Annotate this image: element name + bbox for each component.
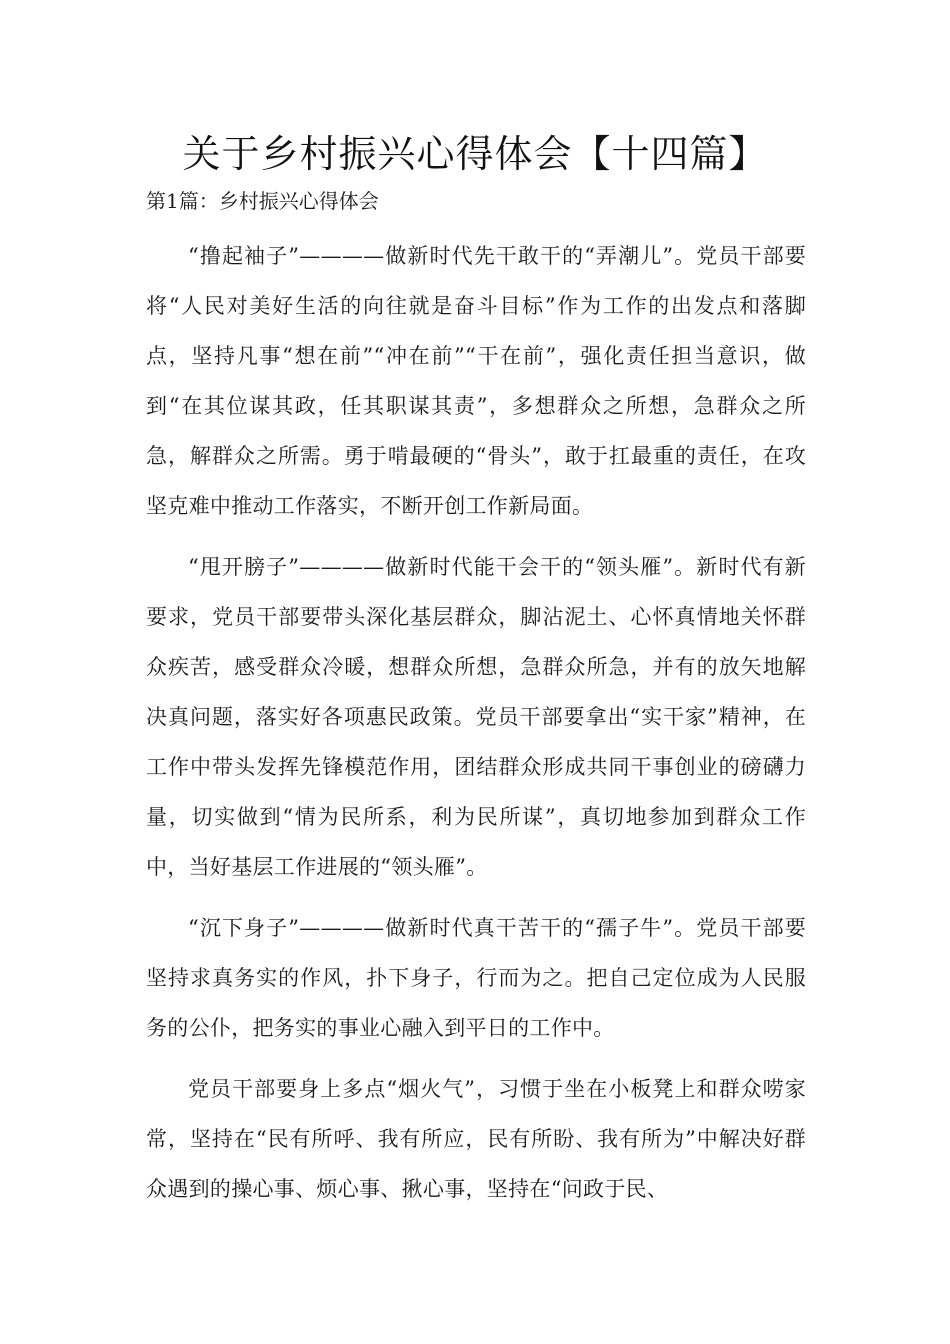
paragraph: “甩开膀子”————做新时代能干会干的“领头雁”。新时代有新要求，党员干部要带头深化基层群众，脚沾泥土、心怀真情地关怀群众疾苦，感受群众冷暖，想群众所想，急群众所急，并有的放矢地解决真问题，落实好各项惠民政策。党员干部要拿出“实干家”精神，在工作中带头发挥先锋模范作用，团结群众形成共同干事创业的磅礴力量，切实做到“情为民所系，利为民所谋”，真切地参加到群众工作中，当好基层工作进展的“领头雁”。 — [146, 555, 806, 879]
section-heading: 第1篇：乡村振兴心得体会 — [146, 189, 379, 213]
paragraph: 党员干部要身上多点“烟火气”，习惯于坐在小板凳上和群众唠家常，坚持在“民有所呼、我有所应，民有所盼、我有所为”中解决好群众遇到的操心事、烦心事、揪心事，坚持在“问政于民、 — [146, 1077, 806, 1201]
paragraph: “撸起袖子”————做新时代先干敢干的“弄潮儿”。党员干部要将“人民对美好生活的向往就是奋斗目标”作为工作的出发点和落脚点，坚持凡事“想在前”“冲在前”“干在前”，强化责任担当意识，做到“在其位谋其政，任其职谋其责”，多想群众之所想，急群众之所急，解群众之所需。勇于啃最硬的“骨头”，敢于扛最重的责任，在攻坚克难中推动工作落实，不断开创工作新局面。 — [146, 244, 806, 518]
body-text — [146, 231, 806, 1225]
paragraph: “沉下身子”————做新时代真干苦干的“孺子牛”。党员干部要坚持求真务实的作风，扑下身子，行而为之。把自己定位成为人民服务的公仆，把务实的事业心融入到平日的工作中。 — [146, 916, 806, 1040]
document-title: 关于乡村振兴心得体会【十四篇】 — [182, 132, 768, 176]
